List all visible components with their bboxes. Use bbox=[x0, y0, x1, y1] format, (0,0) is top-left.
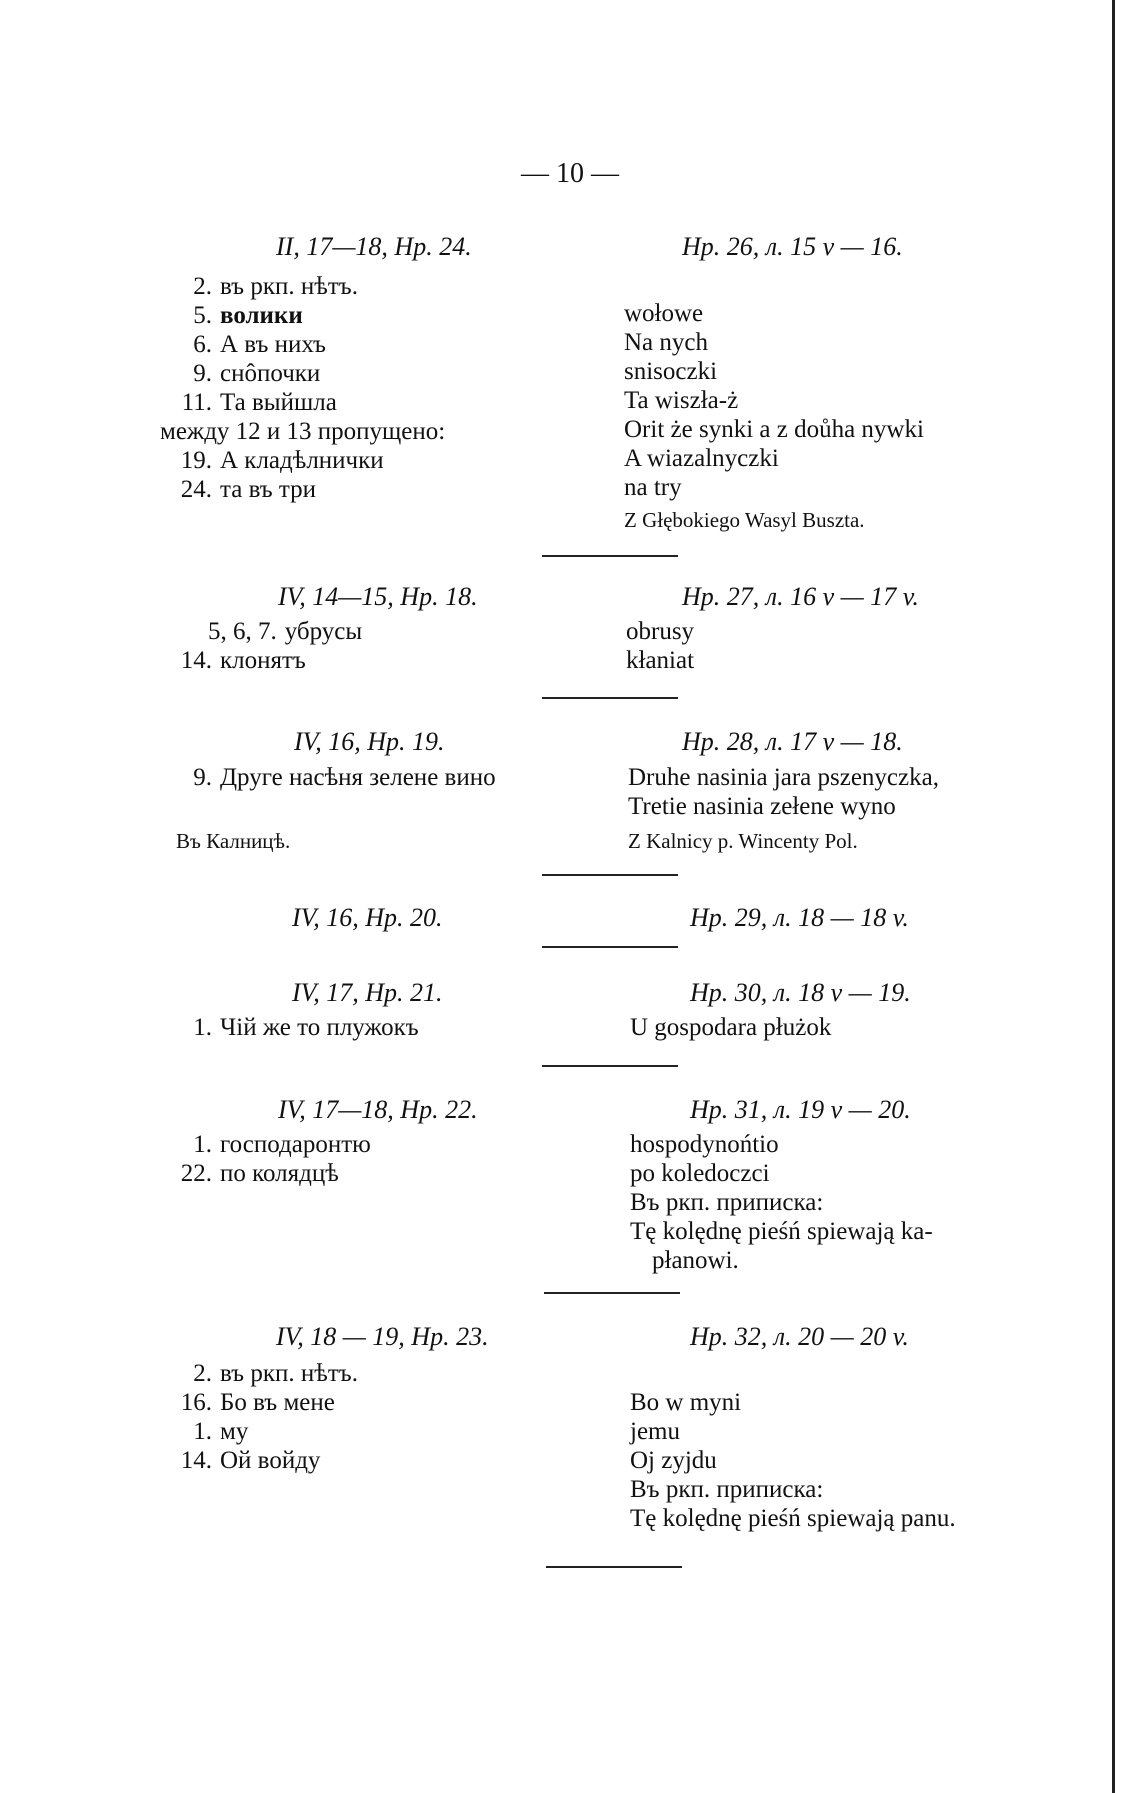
line-number: 5, 6, 7. bbox=[208, 618, 277, 645]
variant-line bbox=[176, 330, 326, 359]
line-text: А въ нихъ bbox=[220, 331, 326, 358]
reading-line: Druhe nasinia jara pszenyczka, bbox=[628, 764, 939, 791]
line-number: 2. bbox=[193, 273, 212, 300]
reading-line: A wiazalnyczki bbox=[624, 445, 779, 472]
variant-line bbox=[176, 475, 316, 504]
reading-line: Na nych bbox=[624, 329, 708, 356]
variant-line bbox=[176, 388, 337, 417]
variant-line bbox=[176, 646, 306, 675]
line-number: 1. bbox=[193, 1014, 212, 1041]
line-text: му bbox=[220, 1418, 249, 1445]
section-divider bbox=[542, 946, 678, 948]
reading-line: hospodynońtio bbox=[630, 1131, 779, 1158]
line-number: 9. bbox=[193, 360, 212, 387]
right-heading: Hp. 28, л. 17 v — 18. bbox=[682, 727, 903, 756]
line-text: та въ три bbox=[220, 476, 317, 503]
left-heading: IV, 17—18, Hp. 22. bbox=[278, 1095, 478, 1124]
line-text: Бо въ мене bbox=[220, 1389, 335, 1416]
line-number: 5. bbox=[193, 302, 212, 329]
variant-line bbox=[176, 1446, 320, 1475]
variant-line bbox=[176, 1359, 358, 1388]
line-number: 19. bbox=[180, 447, 212, 474]
section-divider bbox=[542, 697, 678, 699]
source-signature: Z Głębokiego Wasyl Buszta. bbox=[624, 508, 865, 532]
right-heading: Hp. 32, л. 20 — 20 v. bbox=[690, 1322, 909, 1351]
line-text: между 12 и 13 пропущено: bbox=[160, 418, 446, 445]
left-heading: IV, 16, Hp. 20. bbox=[292, 903, 443, 932]
line-text: Ой войду bbox=[220, 1447, 321, 1474]
variant-line bbox=[176, 1013, 419, 1042]
left-heading: IV, 17, Hp. 21. bbox=[292, 978, 443, 1007]
reading-line: jemu bbox=[630, 1418, 680, 1445]
variant-line bbox=[176, 617, 362, 646]
left-heading: II, 17—18, Hp. 24. bbox=[276, 232, 472, 261]
reading-line: po koledoczci bbox=[630, 1160, 770, 1187]
line-text: А кладѣлнички bbox=[220, 447, 384, 474]
right-heading: Hp. 27, л. 16 v — 17 v. bbox=[682, 582, 919, 611]
section-divider bbox=[546, 1566, 682, 1568]
left-heading: IV, 16, Hp. 19. bbox=[294, 727, 445, 756]
reading-line: płanowi. bbox=[652, 1247, 739, 1274]
line-number: 1. bbox=[193, 1131, 212, 1158]
reading-line: Въ ркп. приписка: bbox=[630, 1189, 824, 1216]
reading-line: Tę kolędnę pieśń spiewają ka- bbox=[630, 1218, 933, 1245]
section-divider bbox=[544, 1292, 680, 1294]
reading-line: Oj zyjdu bbox=[630, 1447, 717, 1474]
source-signature: Z Kalnicy p. Wincenty Pol. bbox=[628, 829, 858, 853]
variant-line bbox=[176, 1130, 371, 1159]
line-number: 11. bbox=[181, 389, 212, 416]
left-heading: IV, 14—15, Hp. 18. bbox=[278, 582, 478, 611]
reading-line: Въ ркп. приписка: bbox=[630, 1476, 824, 1503]
line-text: волики bbox=[220, 302, 303, 329]
right-heading: Hp. 26, л. 15 v — 16. bbox=[682, 232, 903, 261]
right-heading: Hp. 30, л. 18 v — 19. bbox=[690, 978, 911, 1007]
line-text: господаронтю bbox=[220, 1131, 371, 1158]
line-text: въ ркп. нѣтъ. bbox=[220, 1360, 358, 1387]
line-number: 14. bbox=[180, 1447, 212, 1474]
line-text: по колядцѣ bbox=[220, 1160, 339, 1187]
reading-line: kłaniat bbox=[626, 647, 695, 674]
line-number: 1. bbox=[193, 1418, 212, 1445]
reading-line: Orit że synki a z doůha nywki bbox=[624, 416, 924, 443]
reading-line: Bo w myni bbox=[630, 1389, 742, 1416]
section-divider bbox=[542, 874, 678, 876]
line-text: клонятъ bbox=[220, 647, 306, 674]
variant-line bbox=[176, 301, 303, 330]
section-divider bbox=[542, 1065, 678, 1067]
line-text: Та выйшла bbox=[220, 389, 337, 416]
line-number: 16. bbox=[180, 1389, 212, 1416]
line-number: 6. bbox=[193, 331, 212, 358]
line-number: 24. bbox=[180, 476, 212, 503]
variant-line bbox=[176, 272, 358, 301]
variant-line bbox=[160, 417, 445, 446]
line-text: снôпочки bbox=[220, 360, 321, 387]
variant-line bbox=[176, 1159, 339, 1188]
reading-line: wołowe bbox=[624, 300, 704, 327]
line-number: 14. bbox=[180, 647, 212, 674]
reading-line: Tę kolędnę pieśń spiewają panu. bbox=[630, 1505, 956, 1532]
page-number: — 10 — bbox=[521, 158, 619, 189]
line-text: въ ркп. нѣтъ. bbox=[220, 273, 358, 300]
reading-line: Tretie nasinia zełene wyno bbox=[628, 793, 896, 820]
line-text: Друге насѣня зелене вино bbox=[220, 764, 496, 791]
left-heading: IV, 18 — 19, Hp. 23. bbox=[276, 1322, 489, 1351]
reading-line: obrusy bbox=[626, 618, 695, 645]
line-number: 22. bbox=[180, 1160, 212, 1187]
variant-line bbox=[176, 1388, 335, 1417]
line-text: Чій же то плужокъ bbox=[220, 1014, 419, 1041]
reading-line: Ta wiszła-ż bbox=[624, 387, 739, 414]
variant-line bbox=[176, 763, 496, 792]
variant-line bbox=[176, 359, 320, 388]
right-heading: Hp. 29, л. 18 — 18 v. bbox=[690, 903, 909, 932]
line-number: 2. bbox=[193, 1360, 212, 1387]
line-number: 9. bbox=[193, 764, 212, 791]
variant-line bbox=[176, 1417, 248, 1446]
line-text: убрусы bbox=[284, 618, 363, 645]
right-heading: Hp. 31, л. 19 v — 20. bbox=[690, 1095, 911, 1124]
reading-line: snisoczki bbox=[624, 358, 718, 385]
source-signature: Въ Калницѣ. bbox=[176, 829, 291, 853]
page-edge-rule bbox=[1112, 0, 1115, 1793]
reading-line: na try bbox=[624, 474, 682, 501]
section-divider bbox=[542, 555, 678, 557]
reading-line: U gospodara płużok bbox=[630, 1014, 832, 1041]
variant-line bbox=[176, 446, 384, 475]
